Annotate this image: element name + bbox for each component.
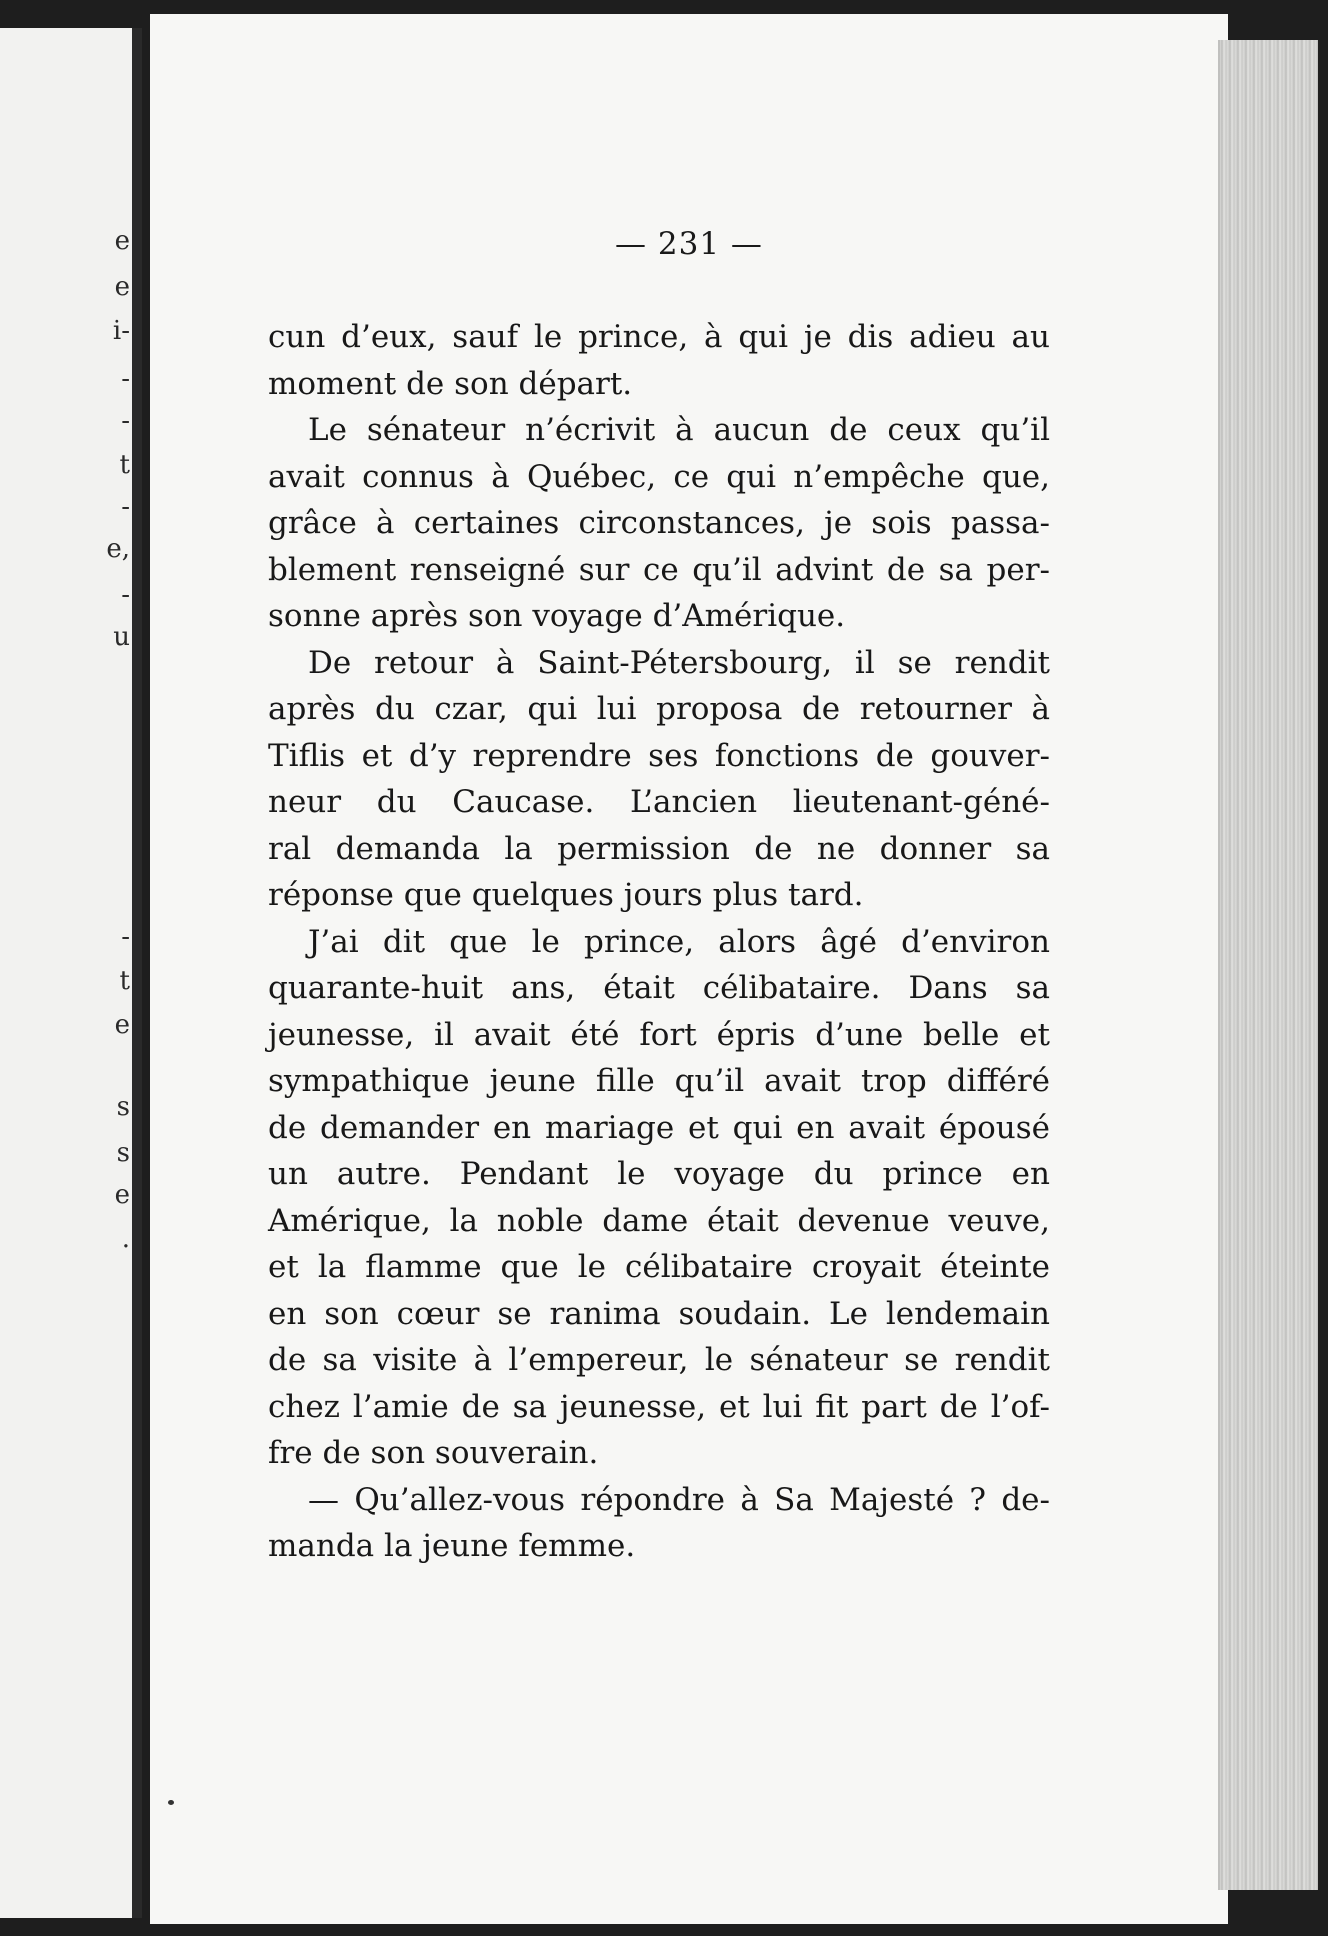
text-line: de demander en mariage et qui en avait épousé: [268, 1109, 1050, 1146]
text-line: cun d’eux, sauf le prince, à qui je dis adieu au: [268, 319, 1050, 355]
text-line: ral demanda la permission de ne donner sa: [268, 830, 1050, 867]
text-line: jeunesse, il avait été fort épris d’une belle et: [268, 1016, 1050, 1053]
left-facing-page: [0, 28, 142, 1918]
text-line: sonne après son voyage d’Amérique.: [268, 598, 846, 634]
facing-page-text-fragment: -: [121, 492, 130, 522]
text-line: grâce à certaines circonstances, je sois passa-: [268, 505, 1050, 541]
text-line: manda la jeune femme.: [268, 1528, 636, 1564]
facing-page-text-fragment: -: [121, 406, 130, 436]
facing-page-text-fragment: -: [121, 580, 130, 610]
facing-page-text-fragment: e: [114, 272, 130, 302]
text-line: Tiflis et d’y reprendre ses fonctions de gouver-: [268, 737, 1050, 774]
text-line: Amérique, la noble dame était devenue veuve,: [268, 1202, 1050, 1239]
text-line: — Qu’allez-vous répondre à Sa Majesté ? de-: [308, 1481, 1050, 1518]
text-line: de sa visite à l’empereur, le sénateur se rendit: [268, 1342, 1050, 1378]
facing-page-text-fragment: .: [121, 1224, 130, 1254]
text-line: chez l’amie de sa jeunesse, et lui fit part de l’of-: [268, 1388, 1050, 1425]
facing-page-text-fragment: e,: [106, 534, 130, 564]
page-stack-edge: [1218, 40, 1318, 1890]
facing-page-text-fragment: e: [114, 226, 130, 256]
text-line: Le sénateur n’écrivit à aucun de ceux qu’il: [308, 412, 1050, 448]
facing-page-text-fragment: e: [114, 1010, 130, 1040]
facing-page-text-fragment: t: [119, 966, 130, 996]
dust-speck: [168, 1800, 174, 1805]
text-line: neur du Caucase. L’ancien lieutenant-géné-: [268, 784, 1050, 820]
facing-page-text-fragment: s: [116, 1138, 130, 1168]
text-line: après du czar, qui lui proposa de retourner à: [268, 691, 1050, 727]
facing-page-text-fragment: t: [119, 450, 130, 480]
book-page: [150, 14, 1228, 1924]
text-line: J’ai dit que le prince, alors âgé d’environ: [308, 923, 1050, 960]
text-line: en son cœur se ranima soudain. Le lendemain: [268, 1295, 1050, 1332]
facing-page-text-fragment: i-: [112, 316, 130, 346]
text-line: réponse que quelques jours plus tard.: [268, 877, 864, 913]
text-line: un autre. Pendant le voyage du prince en: [268, 1156, 1050, 1192]
text-line: fre de son souverain.: [268, 1435, 599, 1471]
text-line: sympathique jeune fille qu’il avait trop différé: [268, 1063, 1050, 1099]
facing-page-text-fragment: -: [121, 364, 130, 394]
facing-page-text-fragment: u: [113, 622, 130, 652]
text-line: quarante-huit ans, était célibataire. Dans sa: [268, 970, 1050, 1006]
text-line: De retour à Saint-Pétersbourg, il se rendit: [308, 644, 1050, 681]
page-number: — 231 —: [615, 226, 763, 262]
text-line: avait connus à Québec, ce qui n’empêche que,: [268, 458, 1050, 495]
facing-page-text-fragment: e: [114, 1180, 130, 1210]
text-line: moment de son départ.: [268, 365, 633, 402]
facing-page-text-fragment: s: [116, 1092, 130, 1122]
text-line: et la flamme que le célibataire croyait éteinte: [268, 1249, 1050, 1285]
body-text: [268, 314, 1050, 1570]
text-line: blement renseigné sur ce qu’il advint de sa per-: [268, 551, 1050, 588]
facing-page-text-fragment: -: [121, 922, 130, 952]
